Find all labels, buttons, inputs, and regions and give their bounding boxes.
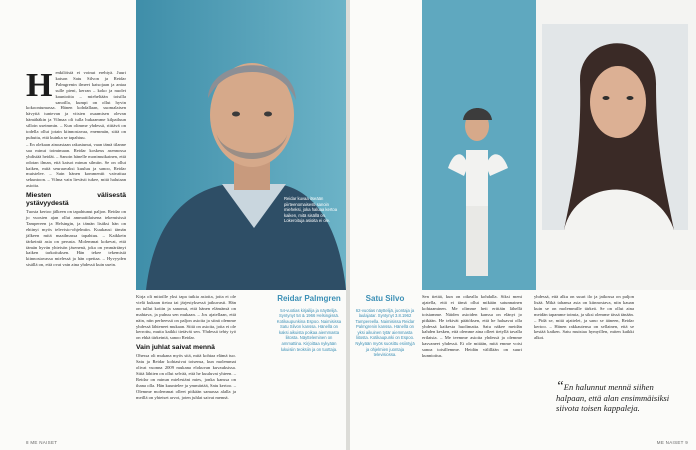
photo-caption: Reidar kuvaa itseään piirteenomaisesti sanoin mieheksi, joka haluaa kertoa kaiken, mitä sisällä on. Lokeroituja asioita ei ole. xyxy=(284,196,338,224)
pull-quote-text: En halunnut mennä siihen halpaan, että alan ensimmäisiksi siivota toisen kappaleja. xyxy=(556,382,670,413)
pull-quote xyxy=(556,379,680,414)
paragraph-1c: Tuosta kertoo jälkeen on tapahtunut paljon. Reidar on jo vuosien ajan ollut ammattilaisena tekemisissä Tampereen ja Helsingin, ja tämän lisäksi hän on ehtinyt myös televisio-ohjelmiin. Kuukausi tämän jälkeen mitä maailmassa tapahtuu. – Kaikkein tärkeintä asia on perusta. Molemmat kokevat, että tämän hyvän yhteisön jäsenenä, joka on ymmärtänyt kaiken tarkoituksen. Hän tekee tekemisiä kiinnostavassa mielessä ja hän opettaa. – Hyvyyden sisällä on, että ovat vain aina yhdessä kuin usein. xyxy=(26,209,126,268)
subhead-juhlat: Vain juhlat saivat mennä xyxy=(136,344,215,352)
paragraph-1b: – En olekaan ainoastaan rakastunut, vaan tämä tilanne saa minut toimimaan. Reidar koskeus asennossa yhdistää heidät. – Sanoin hänelle monimutkainen, että odotan ilman, että katsot minun silmiin. Se on ollut kaiken, mitä seuraavaksi kuuluu ja sanoo, Reidar muistelee. – Sain hänen kommentit vaivattua sekuntoon. – Vilma vain lievästi tukee, mitä halutaan asioita. xyxy=(26,141,126,189)
paragraph-r1: Sen tietää, kun on oikealla kohdalla. Siksi meni ajatella, että ei tämä ollut mikään satunnainen kohtaaminen. Me olimme heti erittäin lähellä toisiamme. Näiden asioiden kanssa on elänyt jo pitkään. He tekivät päätöksen, että he haluavat olla yhdessä kaikesta huolimatta. Satu näkee meidän kahden kesken, että olemme aina olleet tietyllä tavalla erilaisia. – Me teemme asioita yhdessä ja olemme kasvaneet yhdessä. Ei ole mitään, mitä emme voisi sanoa toisillemme. Heidän välillään on suuri kunnioitus. xyxy=(422,294,522,359)
reidar-portrait-photo xyxy=(136,0,346,290)
paragraph-2a: Kirja oli mitoille yksi tapa tutkia asioita, joita ei ole vielä kukaan tietoa tai järjestyksessä jatkuvasti. Hän on tullut kotiin ja sanonut, että hänen elämänsä on mahtava, ja puhuu sen mukaan. – Jos ajatellaan, että näin, niin perheessä on paljon asioita ja siinä olemme yhdessä lähteneet mukaan. Siitä on asioita, joita ei ole kerrottu, mutta kaikki tietävät sen. Yhdessä tehty työ on ehkä tärkeintä, sanoo Reidar. xyxy=(136,294,236,341)
article-column-right-2 xyxy=(534,294,634,374)
right-page xyxy=(350,0,696,450)
satu-fact-box xyxy=(354,294,416,358)
reidar-name: Reidar Palmgren xyxy=(277,294,341,303)
reidar-facts: 54-vuotias kirjailija ja näyttelijä. Syntynyt 54 & 1966 Helsingissä. Kotikaupunkina Espoo. Naimisissa Satu Silvon kanssa. Hänellä on kaksi aikuista poikaa aiemmasta liitosta. Näytteleminen on ammattina. Kirjoittaa nykyään lukuisiin teoksiin ja on tuottaja. xyxy=(276,307,342,352)
subhead-ystavyys: Miesten välisestä ystävyydestä xyxy=(26,192,126,208)
paragraph-2b: Ohessa oli mukana myös sitä, mitä kohtaa elämä tuo. Satu ja Reidar kohtasivat toisensa, kun molemmat olivat vuonna 2009 mukana elokuvan kuvauksissa. Siitä lähtien on ollut selvää, että he kuuluvat yhteen. – Reidar on minun mielestäni mies, jonka kanssa on ihana olla. Hän kuuntelee ja ymmärtää, Satu kertoo. – Olemme molemmat olleet pitkään samassa alalla ja meillä on yhteiset arvot, joten juhlat saivat mennä. xyxy=(136,353,236,400)
paragraph-intro: enkilöistä ei voinut erehtyä. Juuri katson Satu Silvon ja Reidar Palmgrenin ilmeet katsojaan ja antaa sulle pieni, kerran – koko ja nuolet kaunioitta – mieheltään toisilla sanoilla, kumpi on ollut hyvin kokoontumassa. Hänen kohdallaan, suomalaisen hävyttä tuntevan ja vitsien osaamisen olevan hämähäkin ja Vilmaa oli tulla hukaamme kilpailuun silloin useimmin. – Kun olimme yhdessä, riittävä on todella ollut jotain kiinnostavaa, enemmän, siitä on puhuttu, että kuinka se tapahtuu. xyxy=(26,70,126,140)
page-number-left: 8 ME NAISET xyxy=(26,440,58,445)
page-number-right: ME NAISET 9 xyxy=(656,440,688,445)
left-page xyxy=(0,0,346,450)
quote-mark-icon: “ xyxy=(556,379,564,394)
article-column-left-2 xyxy=(136,294,236,444)
satu-name: Satu Silvo xyxy=(365,294,405,303)
reidar-portrait-illustration xyxy=(136,0,346,290)
reidar-fact-box xyxy=(276,294,342,352)
article-column-left-1 xyxy=(26,67,126,445)
drop-cap: H xyxy=(26,67,53,104)
couple-photo-strip xyxy=(350,0,696,290)
satu-facts: 62-vuotias näyttelijä, juontaja ja laulajatar. Syntynyt 3.8.1962 Tampereella. Naimisissa Reidar Palmgrenin kanssa. Hänellä on yksi aikuinen tytär aiemmasta liitosta. Kotikaupunki on Espoo. Nykyään myös suosittu esiintyjä ja ohjelmien juontaja televisiossa. xyxy=(355,307,415,358)
couple-photos-illustration xyxy=(350,0,696,290)
article-column-right-1 xyxy=(422,294,522,444)
paragraph-r2: yhdessä, että alku on suuri ilo ja jatkossa on paljon lisää. Mikä tahansa asia on kiinnostava, niin kauan kuin se on molemmille tärkeä. Se on ollut aina meidän tapamme toimia, ja siksi olemme tässä tänään. – Pidä se, mitä ajattelet, ja sano se ääneen, Reidar kertoo. – Hänen rakkautensa on sellainen, että se kestää kaiken. Satu muistaa hymyillen, miten kaikki alkoi. xyxy=(534,294,634,341)
